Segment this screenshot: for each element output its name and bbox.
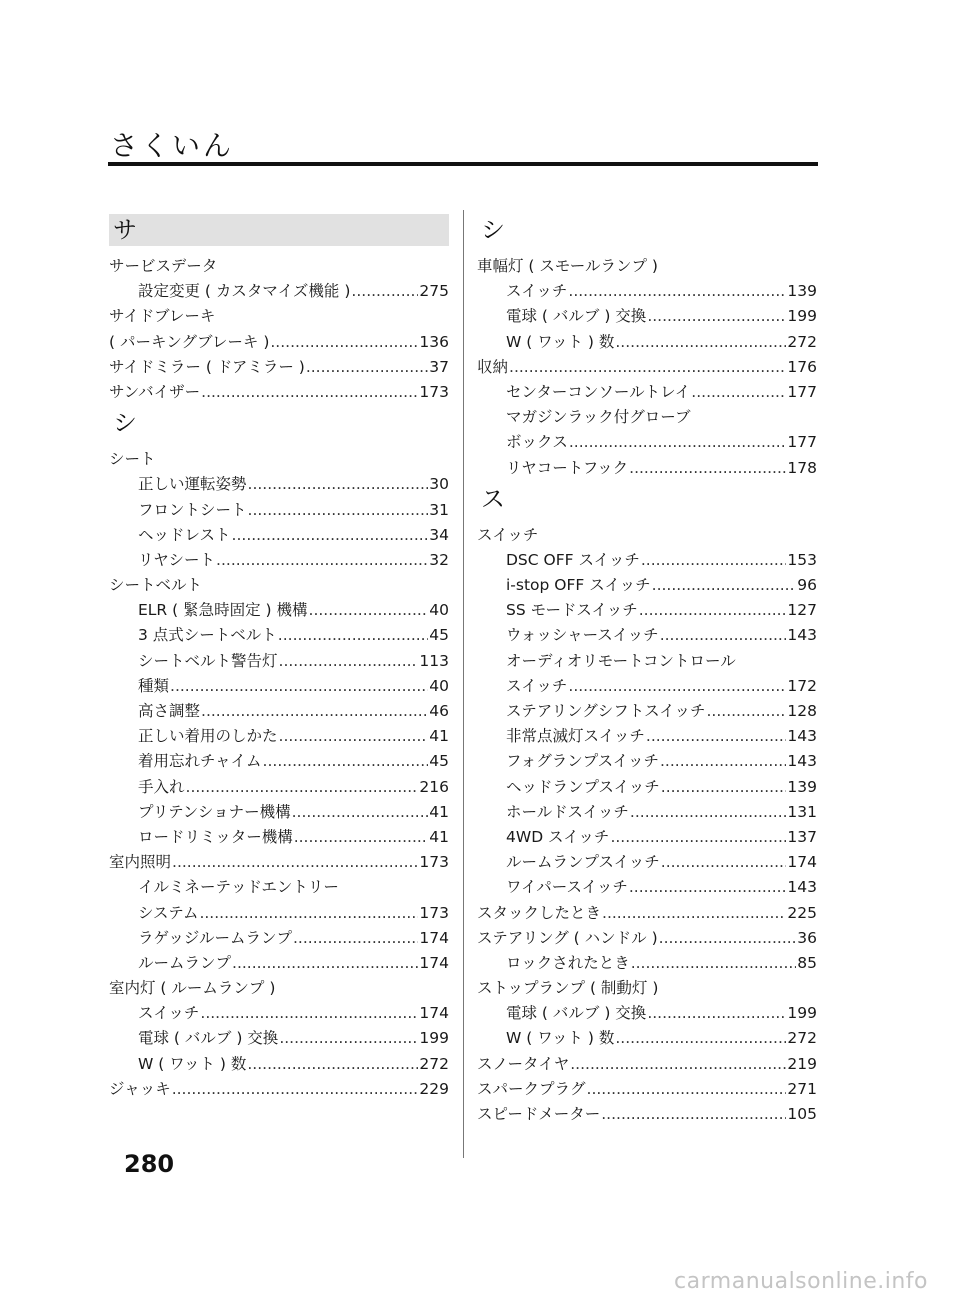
entry-page-number: 139 bbox=[787, 777, 817, 796]
title-rule bbox=[108, 162, 818, 166]
dot-leader bbox=[201, 702, 428, 720]
index-group-heading bbox=[477, 649, 817, 674]
index-entry bbox=[477, 926, 817, 951]
entry-label: 着用忘れチャイム bbox=[138, 752, 262, 771]
index-entry bbox=[109, 649, 449, 674]
entry-label: スイッチ bbox=[506, 282, 568, 301]
index-entry bbox=[477, 1001, 817, 1026]
dot-leader bbox=[306, 358, 428, 376]
entry-page-number: 143 bbox=[787, 626, 817, 645]
dot-leader bbox=[659, 929, 797, 947]
index-column-left bbox=[109, 212, 449, 1102]
entry-page-number: 41 bbox=[429, 827, 449, 846]
entry-label: ロックされたとき bbox=[506, 953, 630, 972]
dot-leader bbox=[279, 1029, 418, 1047]
entry-label: ボックス bbox=[506, 433, 568, 452]
column-divider bbox=[463, 210, 464, 1158]
entry-label: スイッチ bbox=[477, 525, 539, 544]
entry-page-number: 199 bbox=[419, 1029, 449, 1048]
entry-page-number: 173 bbox=[419, 853, 449, 872]
index-entry bbox=[477, 699, 817, 724]
index-entry bbox=[477, 951, 817, 976]
entry-page-number: 143 bbox=[787, 727, 817, 746]
entry-page-number: 174 bbox=[419, 953, 449, 972]
index-entry bbox=[477, 875, 817, 900]
index-entry bbox=[477, 850, 817, 875]
dot-leader bbox=[309, 601, 429, 619]
index-entry bbox=[477, 456, 817, 481]
entry-page-number: 176 bbox=[787, 357, 817, 376]
entry-label: DSC OFF スイッチ bbox=[506, 550, 640, 569]
entry-label: ステアリングシフトスイッチ bbox=[506, 702, 706, 720]
entry-page-number: 30 bbox=[429, 475, 449, 494]
dot-leader bbox=[170, 677, 428, 695]
entry-label: ルームランプスイッチ bbox=[506, 853, 660, 872]
index-entry bbox=[477, 901, 817, 926]
dot-leader bbox=[570, 1055, 786, 1073]
entry-label: ( パーキングブレーキ ) bbox=[109, 332, 270, 351]
section-heading: サ bbox=[109, 214, 449, 246]
entry-label: サンバイザー bbox=[109, 382, 201, 401]
index-entry bbox=[109, 775, 449, 800]
entry-page-number: 113 bbox=[419, 651, 449, 670]
dot-leader bbox=[568, 677, 786, 695]
dot-leader bbox=[172, 1080, 419, 1098]
index-entry bbox=[477, 330, 817, 355]
dot-leader bbox=[652, 576, 797, 594]
entry-label: サービスデータ bbox=[109, 257, 218, 275]
index-entry bbox=[109, 548, 449, 573]
dot-leader bbox=[707, 702, 787, 720]
entry-label: リヤコートフック bbox=[506, 458, 629, 477]
entry-label: ホールドスイッチ bbox=[506, 802, 629, 821]
dot-leader bbox=[199, 904, 418, 922]
index-group-heading bbox=[477, 254, 817, 279]
dot-leader bbox=[172, 853, 418, 871]
index-group-heading bbox=[477, 523, 817, 548]
entry-label: スノータイヤ bbox=[477, 1054, 570, 1073]
entry-label: W ( ワット ) 数 bbox=[506, 332, 615, 351]
entry-page-number: 275 bbox=[419, 282, 449, 301]
entry-page-number: 40 bbox=[429, 601, 449, 620]
index-entry bbox=[109, 330, 449, 355]
entry-label: シート bbox=[109, 450, 156, 469]
index-entry bbox=[477, 1026, 817, 1051]
entry-label: 3 点式シートベルト bbox=[138, 626, 277, 645]
entry-page-number: 174 bbox=[787, 853, 817, 872]
dot-leader bbox=[610, 828, 786, 846]
entry-page-number: 272 bbox=[787, 1029, 817, 1048]
entry-label: 手入れ bbox=[138, 777, 185, 796]
dot-leader bbox=[247, 1055, 418, 1073]
entry-label: システム bbox=[138, 903, 199, 922]
index-entry bbox=[477, 598, 817, 623]
index-group-heading bbox=[109, 976, 449, 1001]
dot-leader bbox=[186, 778, 419, 796]
entry-page-number: 136 bbox=[419, 332, 449, 351]
dot-leader bbox=[587, 1080, 787, 1098]
dot-leader bbox=[641, 551, 787, 569]
index-group-heading bbox=[109, 254, 449, 279]
entry-page-number: 178 bbox=[787, 458, 817, 477]
dot-leader bbox=[509, 358, 786, 376]
dot-leader bbox=[232, 526, 429, 544]
entry-label: シートベルト警告灯 bbox=[138, 651, 278, 670]
dot-leader bbox=[263, 752, 429, 770]
dot-leader bbox=[216, 551, 428, 569]
entry-label: マガジンラック付グローブ bbox=[506, 408, 691, 427]
entry-page-number: 229 bbox=[419, 1079, 449, 1098]
dot-leader bbox=[293, 929, 418, 947]
entry-page-number: 131 bbox=[787, 802, 817, 821]
entry-page-number: 173 bbox=[419, 903, 449, 922]
index-entry bbox=[109, 1026, 449, 1051]
entry-page-number: 225 bbox=[787, 903, 817, 922]
entry-label: スタックしたとき bbox=[477, 903, 602, 922]
index-entry bbox=[109, 472, 449, 497]
entry-label: サイドブレーキ bbox=[109, 307, 216, 326]
entry-page-number: 32 bbox=[429, 550, 449, 569]
entry-label: ヘッドレスト bbox=[138, 525, 231, 544]
entry-label: W ( ワット ) 数 bbox=[138, 1054, 247, 1073]
entry-page-number: 105 bbox=[787, 1105, 817, 1123]
entry-label: SS モードスイッチ bbox=[506, 601, 638, 620]
entry-label: 設定変更 ( カスタマイズ機能 ) bbox=[138, 282, 351, 301]
entry-label: ルームランプ bbox=[138, 953, 232, 972]
entry-label: スピードメーター bbox=[477, 1105, 601, 1123]
entry-label: スイッチ bbox=[138, 1004, 200, 1023]
dot-leader bbox=[278, 626, 428, 644]
index-entry bbox=[109, 623, 449, 648]
dot-leader bbox=[601, 1105, 786, 1123]
entry-label: フロントシート bbox=[138, 500, 247, 519]
dot-leader bbox=[569, 433, 787, 451]
index-entry bbox=[109, 279, 449, 304]
entry-label: 車幅灯 ( スモールランプ ) bbox=[477, 257, 658, 275]
index-entry bbox=[109, 523, 449, 548]
index-entry bbox=[477, 825, 817, 850]
entry-page-number: 40 bbox=[429, 676, 449, 695]
entry-page-number: 96 bbox=[797, 576, 817, 595]
index-entry bbox=[477, 1052, 817, 1077]
index-group-heading bbox=[477, 405, 817, 430]
dot-leader bbox=[660, 626, 787, 644]
entry-page-number: 31 bbox=[429, 500, 449, 519]
dot-leader bbox=[615, 1029, 786, 1047]
index-entry bbox=[109, 355, 449, 380]
entry-page-number: 174 bbox=[419, 928, 449, 947]
dot-leader bbox=[629, 878, 787, 896]
dot-leader bbox=[691, 383, 786, 401]
entry-label: 高さ調整 bbox=[138, 702, 201, 720]
index-entry bbox=[109, 1077, 449, 1102]
entry-label: 種類 bbox=[138, 676, 170, 695]
index-entry bbox=[477, 724, 817, 749]
entry-label: シートベルト bbox=[109, 576, 203, 595]
entry-page-number: 172 bbox=[787, 676, 817, 695]
section-heading: ス bbox=[481, 484, 505, 513]
entry-page-number: 34 bbox=[429, 525, 449, 544]
index-group-heading bbox=[477, 976, 817, 1001]
index-group-heading bbox=[109, 573, 449, 598]
dot-leader bbox=[615, 333, 786, 351]
entry-label: 正しい着用のしかた bbox=[138, 727, 278, 746]
index-entry bbox=[477, 380, 817, 405]
index-entry bbox=[477, 800, 817, 825]
entry-label: ワイパースイッチ bbox=[506, 878, 628, 897]
entry-page-number: 153 bbox=[787, 550, 817, 569]
entry-label: フォグランプスイッチ bbox=[506, 752, 659, 771]
index-entry bbox=[109, 1001, 449, 1026]
entry-page-number: 127 bbox=[787, 601, 817, 620]
entry-page-number: 46 bbox=[429, 702, 449, 720]
entry-label: 室内灯 ( ルームランプ ) bbox=[109, 979, 276, 998]
entry-page-number: 41 bbox=[429, 802, 449, 821]
index-entry bbox=[477, 623, 817, 648]
index-entry bbox=[477, 573, 817, 598]
index-group-heading bbox=[109, 875, 449, 900]
dot-leader bbox=[568, 282, 786, 300]
index-entry bbox=[109, 498, 449, 523]
index-entry bbox=[109, 749, 449, 774]
index-group-heading bbox=[109, 304, 449, 329]
entry-label: ステアリング ( ハンドル ) bbox=[477, 928, 658, 947]
dot-leader bbox=[646, 727, 787, 745]
index-column-right bbox=[477, 212, 817, 1127]
entry-page-number: 137 bbox=[787, 827, 817, 846]
entry-page-number: 199 bbox=[787, 1004, 817, 1023]
index-entry bbox=[477, 775, 817, 800]
entry-page-number: 173 bbox=[419, 382, 449, 401]
dot-leader bbox=[660, 752, 786, 770]
entry-page-number: 219 bbox=[787, 1054, 817, 1073]
index-entry bbox=[109, 850, 449, 875]
dot-leader bbox=[248, 501, 429, 519]
dot-leader bbox=[631, 954, 797, 972]
entry-page-number: 143 bbox=[787, 878, 817, 897]
index-entry bbox=[109, 926, 449, 951]
entry-label: ELR ( 緊急時固定 ) 機構 bbox=[138, 601, 308, 620]
dot-leader bbox=[647, 1004, 786, 1022]
dot-leader bbox=[351, 282, 418, 300]
entry-label: イルミネーテッドエントリー bbox=[138, 878, 339, 897]
dot-leader bbox=[629, 459, 786, 477]
entry-label: 電球 ( バルブ ) 交換 bbox=[506, 1004, 647, 1023]
entry-label: プリテンショナー機構 bbox=[138, 802, 291, 821]
section-heading: シ bbox=[481, 216, 505, 244]
entry-page-number: 45 bbox=[429, 626, 449, 645]
dot-leader bbox=[279, 727, 429, 745]
index-entry bbox=[109, 901, 449, 926]
entry-label: 電球 ( バルブ ) 交換 bbox=[506, 307, 647, 326]
index-entry bbox=[477, 1102, 817, 1127]
entry-label: ジャッキ bbox=[109, 1079, 171, 1098]
entry-page-number: 177 bbox=[787, 433, 817, 452]
index-entry bbox=[477, 674, 817, 699]
entry-page-number: 272 bbox=[419, 1054, 449, 1073]
dot-leader bbox=[292, 803, 429, 821]
entry-page-number: 128 bbox=[787, 702, 817, 720]
entry-label: サイドミラー ( ドアミラー ) bbox=[109, 357, 305, 376]
entry-page-number: 37 bbox=[429, 357, 449, 376]
dot-leader bbox=[661, 778, 787, 796]
entry-page-number: 41 bbox=[429, 727, 449, 746]
entry-label: i-stop OFF スイッチ bbox=[506, 576, 651, 595]
entry-label: ウォッシャースイッチ bbox=[506, 626, 659, 645]
entry-label: 電球 ( バルブ ) 交換 bbox=[138, 1029, 279, 1048]
dot-leader bbox=[270, 333, 418, 351]
index-group-heading bbox=[109, 447, 449, 472]
index-entry bbox=[109, 674, 449, 699]
entry-label: ヘッドランプスイッチ bbox=[506, 777, 660, 796]
index-entry bbox=[109, 598, 449, 623]
entry-label: 非常点滅灯スイッチ bbox=[506, 727, 645, 746]
dot-leader bbox=[232, 954, 418, 972]
entry-page-number: 199 bbox=[787, 307, 817, 326]
entry-page-number: 85 bbox=[797, 953, 817, 972]
index-entry bbox=[477, 749, 817, 774]
index-entry bbox=[109, 699, 449, 724]
index-entry bbox=[109, 380, 449, 405]
entry-label: 4WD スイッチ bbox=[506, 827, 610, 846]
dot-leader bbox=[201, 383, 418, 401]
dot-leader bbox=[200, 1004, 418, 1022]
dot-leader bbox=[248, 475, 429, 493]
entry-page-number: 143 bbox=[787, 752, 817, 771]
entry-page-number: 36 bbox=[797, 928, 817, 947]
dot-leader bbox=[279, 652, 419, 670]
entry-label: W ( ワット ) 数 bbox=[506, 1029, 615, 1048]
index-entry bbox=[477, 304, 817, 329]
page-number: 280 bbox=[124, 1150, 175, 1178]
index-entry bbox=[477, 1077, 817, 1102]
index-entry bbox=[109, 1052, 449, 1077]
index-entry bbox=[109, 724, 449, 749]
entry-label: リヤシート bbox=[138, 550, 216, 569]
index-entry bbox=[477, 355, 817, 380]
dot-leader bbox=[294, 828, 429, 846]
entry-label: 室内照明 bbox=[109, 853, 172, 872]
entry-label: 正しい運転姿勢 bbox=[138, 475, 247, 494]
entry-page-number: 216 bbox=[419, 777, 449, 796]
dot-leader bbox=[661, 853, 787, 871]
index-entry bbox=[109, 800, 449, 825]
entry-page-number: 139 bbox=[787, 282, 817, 301]
entry-label: センターコンソールトレイ bbox=[506, 382, 691, 401]
index-entry bbox=[109, 825, 449, 850]
entry-label: ストップランプ ( 制動灯 ) bbox=[477, 979, 659, 998]
index-entry bbox=[477, 430, 817, 455]
entry-label: ロードリミッター機構 bbox=[138, 827, 293, 846]
dot-leader bbox=[647, 307, 786, 325]
dot-leader bbox=[602, 904, 786, 922]
entry-label: 収納 bbox=[477, 357, 509, 376]
entry-label: オーディオリモートコントロール bbox=[506, 651, 736, 670]
entry-page-number: 272 bbox=[787, 332, 817, 351]
index-entry bbox=[109, 951, 449, 976]
entry-label: ラゲッジルームランプ bbox=[138, 928, 292, 947]
entry-page-number: 45 bbox=[429, 752, 449, 771]
entry-page-number: 177 bbox=[787, 382, 817, 401]
entry-page-number: 174 bbox=[419, 1004, 449, 1023]
dot-leader bbox=[630, 803, 786, 821]
index-entry bbox=[477, 279, 817, 304]
entry-label: スパークプラグ bbox=[477, 1079, 586, 1098]
entry-label: スイッチ bbox=[506, 676, 568, 695]
dot-leader bbox=[639, 601, 787, 619]
index-entry bbox=[477, 548, 817, 573]
section-heading: シ bbox=[113, 409, 137, 438]
watermark: carmanualsonline.info bbox=[674, 1269, 928, 1294]
page-title: さくいん bbox=[110, 129, 235, 162]
entry-page-number: 271 bbox=[787, 1079, 817, 1098]
